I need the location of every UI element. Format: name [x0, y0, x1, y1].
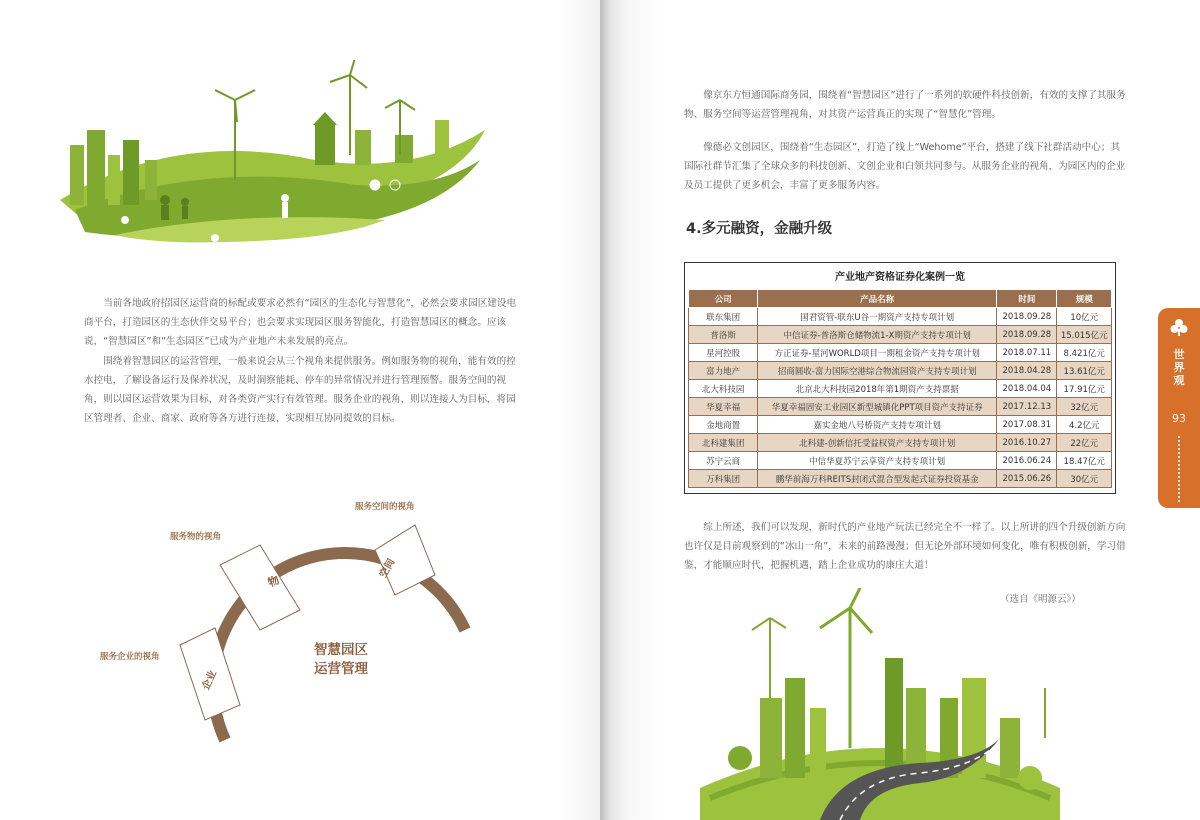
right-paragraph-3: 综上所述，我们可以发现，新时代的产业地产玩法已经完全不一样了。以上所讲的四个升级创新方向也许仅是目前观察到的“冰山一角”，未来的前路漫漫；但无论外部环境如何变化，唯有积极创新，学习借鉴，才能顺应时代，把握机遇，踏上企业成功的康庄大道！	[684, 522, 1126, 571]
cell-scale: 13.61亿元	[1057, 362, 1112, 380]
cell-product: 华夏幸福固安工业园区新型城镇化PPT项目资产支持证券	[758, 398, 997, 416]
card-enterprise-text: 企业	[200, 668, 220, 692]
cell-company: 金地商置	[689, 416, 758, 434]
operations-diagram	[80, 495, 480, 755]
cell-scale: 30亿元	[1057, 470, 1112, 488]
cell-product: 北京北大科技园2018年第1期资产支持票据	[758, 380, 997, 398]
table-header-row	[689, 290, 1112, 308]
chapter-title	[1158, 348, 1200, 387]
leaf-logo-icon	[1170, 318, 1188, 336]
cell-company: 北大科技园	[689, 380, 758, 398]
table-row	[689, 434, 1112, 452]
securitization-table	[684, 262, 1116, 494]
label-object-view: 服务物的视角	[170, 532, 222, 542]
cell-company: 普洛斯	[689, 326, 758, 344]
dotted-divider	[1178, 436, 1182, 502]
cell-product: 北科建-创新信托受益权资产支持专项计划	[758, 434, 997, 452]
page-number: 93	[1172, 412, 1186, 425]
chapter-char-2: 界	[1173, 361, 1185, 374]
cell-scale: 15.015亿元	[1057, 326, 1112, 344]
center-title-line-1: 智慧园区	[314, 642, 368, 658]
gutter-shadow	[560, 0, 600, 820]
green-city-road-illustration	[700, 588, 1060, 820]
cell-date: 2016.10.27	[997, 434, 1057, 452]
table-row	[689, 362, 1112, 380]
table-title: 产业地产资格证券化案例一览	[835, 272, 965, 283]
header-date: 时间	[997, 290, 1057, 308]
cell-scale: 4.2亿元	[1057, 416, 1112, 434]
cell-scale: 8.421亿元	[1057, 344, 1112, 362]
chapter-char-1: 世	[1173, 348, 1185, 361]
table-row	[689, 308, 1112, 326]
cell-date: 2018.04.28	[997, 362, 1057, 380]
cell-company: 星河控股	[689, 344, 758, 362]
header-company: 公司	[689, 290, 758, 308]
cell-product: 鹏华前海万科REITS封闭式混合型发起式证券投资基金	[758, 470, 997, 488]
label-enterprise-view: 服务企业的视角	[100, 652, 160, 662]
cell-date: 2015.06.26	[997, 470, 1057, 488]
cell-product: 中信华夏苏宁云享资产支持专项计划	[758, 452, 997, 470]
table-row	[689, 326, 1112, 344]
table-row	[689, 416, 1112, 434]
cell-date: 2016.06.24	[997, 452, 1057, 470]
card-object-text: 物	[265, 573, 282, 590]
cell-scale: 32亿元	[1057, 398, 1112, 416]
cell-date: 2017.08.31	[997, 416, 1057, 434]
table-row	[689, 344, 1112, 362]
table-row	[689, 380, 1112, 398]
cell-product: 嘉实金地八号桥资产支持专项计划	[758, 416, 997, 434]
cell-date: 2017.12.13	[997, 398, 1057, 416]
source-quote: （选自《明源云》）	[1000, 594, 1081, 605]
cell-company: 华夏幸福	[689, 398, 758, 416]
cell-company: 万科集团	[689, 470, 758, 488]
right-paragraph-1: 像京东方恒通国际商务园，围绕着“智慧园区”进行了一系列的软硬件科技创新，有效的支撑了其服务物、服务空间等运营管理视角，对其资产运营真正的实现了“智慧化”管理。	[684, 90, 1126, 120]
table-row	[689, 398, 1112, 416]
left-paragraph-2: 围绕着智慧园区的运营管理，一般来说会从三个视角来提供服务。例如服务物的视角，能有效的控水控电，了解设备运行及保养状况，及时洞察能耗、停车的异常情况并进行管理预警。服务空间的视角，则以园区运营效果为目标，对各类资产实行有效管理。服务企业的视角，则以连接人为目标，将园区管理者、企业、商家、政府等各方进行连接，实现相互协同提效的目标。	[84, 356, 516, 424]
cell-scale: 10亿元	[1057, 308, 1112, 326]
data-table	[688, 289, 1112, 488]
cell-scale: 17.91亿元	[1057, 380, 1112, 398]
label-space-view: 服务空间的视角	[355, 502, 415, 512]
cell-date: 2018.04.04	[997, 380, 1057, 398]
cell-company: 联东集团	[689, 308, 758, 326]
card-space-text: 空间	[377, 557, 398, 580]
cell-date: 2018.09.28	[997, 308, 1057, 326]
chapter-side-tab	[1158, 308, 1200, 508]
table-row	[689, 452, 1112, 470]
cell-company: 富力地产	[689, 362, 758, 380]
center-title-line-2: 运营管理	[314, 661, 368, 677]
table-row	[689, 470, 1112, 488]
header-product: 产品名称	[758, 290, 997, 308]
header-scale: 规模	[1057, 290, 1112, 308]
cell-product: 中信证券-普洛斯仓储物流1-X期资产支持专项计划	[758, 326, 997, 344]
eco-city-illustration	[55, 60, 495, 250]
section-heading: 4.多元融资，金融升级	[686, 221, 833, 237]
diagram-center-title	[314, 641, 368, 679]
cell-company: 北科建集团	[689, 434, 758, 452]
cell-date: 2018.07.11	[997, 344, 1057, 362]
right-paragraph-2: 像德必文创园区，围绕着“生态园区”，打造了线上“Wehome”平台，搭建了线下社群活动中心；其国际社群节汇集了全球众多的科技创新、文创企业和白领共同参与。从服务企业的视角，为园区内的企业及员工提供了更多机会，丰富了更多服务内容。	[684, 142, 1126, 191]
cell-date: 2018.09.28	[997, 326, 1057, 344]
left-paragraph-1: 当前各地政府招园区运营商的标配或要求必然有“园区的生态化与智慧化”，必然会要求园区建设电商平台，打造园区的生态伙伴交易平台；也会要求实现园区服务智能化，打造智慧园区的概念。应该说，“智慧园区”和“生态园区”已成为产业地产未来发展的亮点。	[84, 298, 517, 347]
cell-scale: 18.47亿元	[1057, 452, 1112, 470]
cell-product: 方正证券-星河WORLD项目一期租金资产支持专项计划	[758, 344, 997, 362]
cell-scale: 22亿元	[1057, 434, 1112, 452]
cell-product: 国君资管-联东U谷一期资产支持专项计划	[758, 308, 997, 326]
chapter-char-3: 观	[1173, 374, 1185, 387]
cell-product: 招商圆收-富力国际空港综合物流园资产支持专项计划	[758, 362, 997, 380]
cell-company: 苏宁云商	[689, 452, 758, 470]
